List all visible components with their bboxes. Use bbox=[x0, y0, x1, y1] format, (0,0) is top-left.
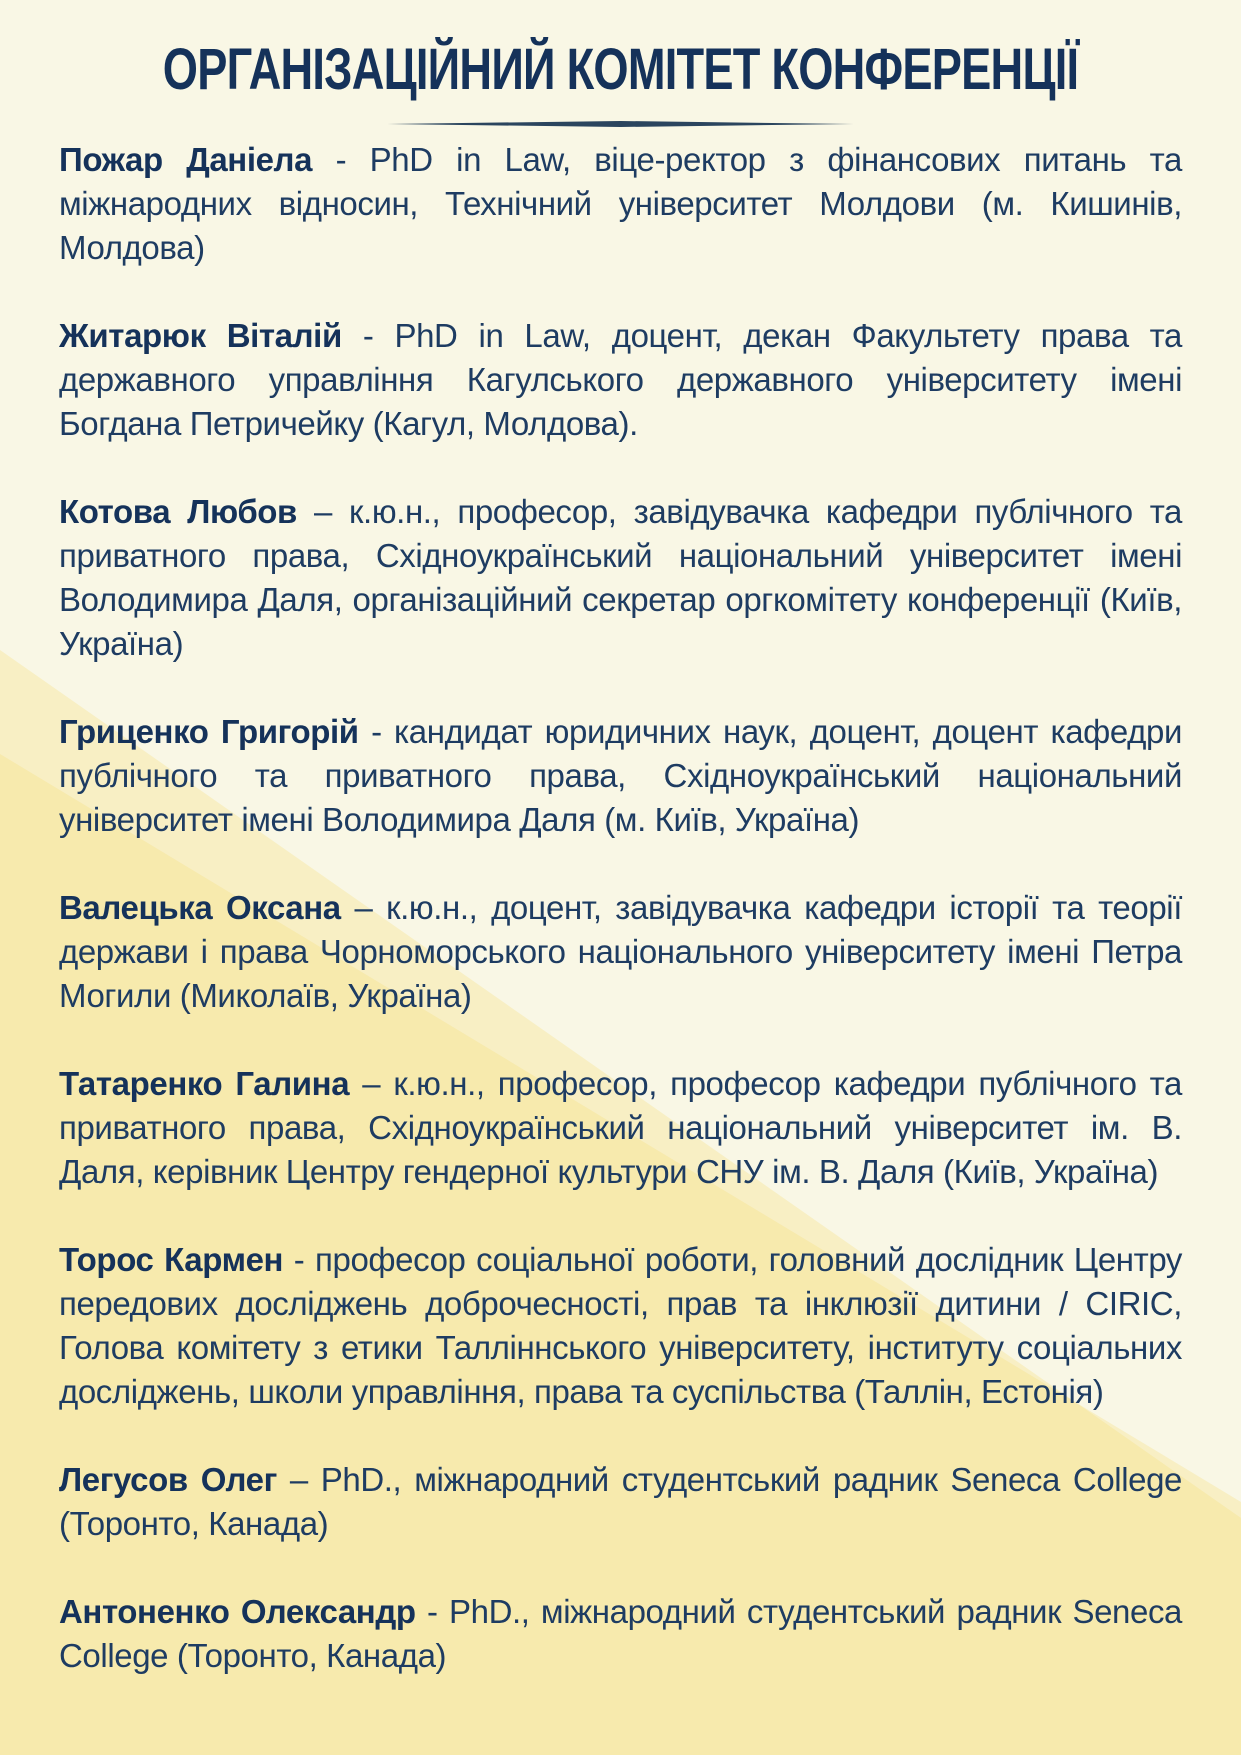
committee-member bbox=[59, 1458, 1182, 1546]
title-divider bbox=[388, 121, 854, 127]
committee-member bbox=[59, 1238, 1182, 1414]
member-name: Котова Любов bbox=[59, 493, 297, 530]
member-description: - кандидат юридичних наук, доцент, доцент кафедри публічного та приватного права, Східноукраїнський національний університет імені Володимира Даля (м. Київ, Україна) bbox=[59, 713, 1182, 838]
committee-member bbox=[59, 1062, 1182, 1194]
member-name: Антоненко Олександр bbox=[59, 1593, 416, 1630]
member-description: – к.ю.н., доцент, завідувачка кафедри історії та теорії держави і права Чорноморського національного університету імені Петра Могили (Миколаїв, Україна) bbox=[59, 889, 1182, 1014]
page-title: ОРГАНІЗАЦІЙНИЙ КОМІТЕТ КОНФЕРЕНЦІЇ bbox=[162, 37, 1079, 102]
member-name: Татаренко Галина bbox=[59, 1065, 350, 1102]
member-description: - PhD in Law, віце-ректор з фінансових питань та міжнародних відносин, Технічний університет Молдови (м. Кишинів, Молдова) bbox=[59, 141, 1182, 266]
committee-member bbox=[59, 490, 1182, 666]
member-description: - PhD., міжнародний студентський радник Seneca College (Торонто, Канада) bbox=[59, 1593, 1183, 1674]
committee-member bbox=[59, 1590, 1182, 1678]
member-name: Валецька Оксана bbox=[59, 889, 341, 926]
member-description: – PhD., міжнародний студентський радник Seneca College (Торонто, Канада) bbox=[59, 1461, 1182, 1542]
member-name: Легусов Олег bbox=[59, 1461, 277, 1498]
committee-member bbox=[59, 314, 1182, 446]
member-description: - PhD in Law, доцент, декан Факультету права та державного управління Кагулського державного університету імені Богдана Петричейку (Кагул, Молдова). bbox=[59, 317, 1182, 442]
member-name: Гриценко Григорій bbox=[59, 713, 359, 750]
committee-member bbox=[59, 710, 1182, 842]
member-description: – к.ю.н., професор, професор кафедри публічного та приватного права, Східноукраїнський національний університет ім. В. Даля, керівник Центру гендерної культури СНУ ім. В. Даля (Київ, Україна) bbox=[59, 1065, 1182, 1190]
member-description: - професор соціальної роботи, головний дослідник Центру передових досліджень доброчесності, прав та інклюзії дитини / CIRIC, Голова комітету з етики Талліннського університету, інституту соціальних досліджень, школи управління, права та суспільства (Таллін, Естонія) bbox=[59, 1241, 1182, 1410]
member-name: Пожар Даніела bbox=[59, 141, 313, 178]
committee-member bbox=[59, 886, 1182, 1018]
committee-list bbox=[59, 138, 1182, 1678]
member-name: Житарюк Віталій bbox=[59, 317, 342, 354]
member-description: – к.ю.н., професор, завідувачка кафедри публічного та приватного права, Східноукраїнський національний університет імені Володимира Даля, організаційний секретар оргкомітету конференції (Київ, Україна) bbox=[59, 493, 1182, 662]
member-name: Торос Кармен bbox=[59, 1241, 284, 1278]
committee-member bbox=[59, 138, 1182, 270]
